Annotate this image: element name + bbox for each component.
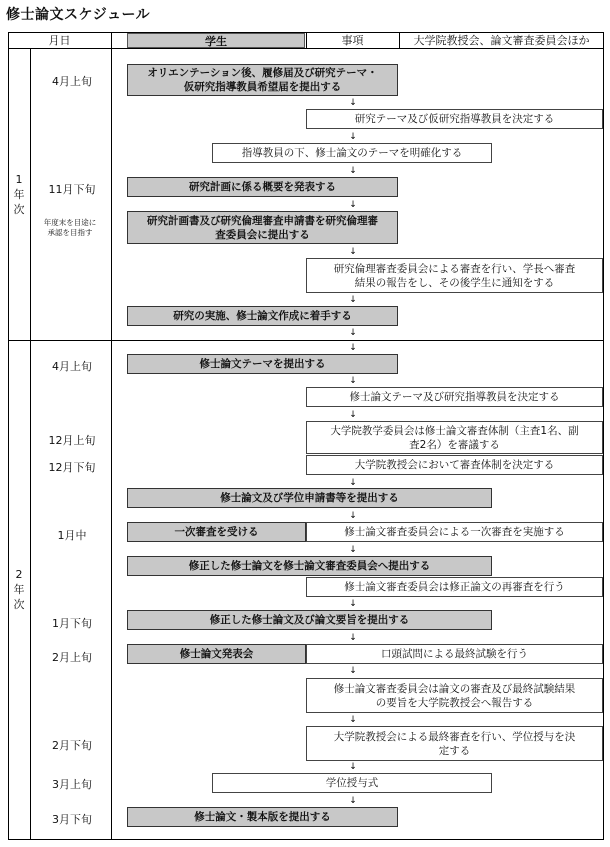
flow-arrow: ↓ bbox=[349, 511, 357, 521]
flow-arrow: ↓ bbox=[349, 410, 357, 420]
date-label: 2月下旬 bbox=[52, 739, 92, 752]
step-conduct-first-review: 修士論文審査委員会による一次審査を実施する bbox=[306, 522, 603, 542]
flow-arrow: ↓ bbox=[349, 715, 357, 725]
step-submit-theme: 修士論文テーマを提出する bbox=[127, 354, 398, 374]
date-label: 2月上旬 bbox=[52, 651, 92, 664]
page-title: 修士論文スケジュール bbox=[6, 7, 151, 23]
date-label: 12月上旬 bbox=[48, 434, 96, 447]
flow-arrow: ↓ bbox=[349, 762, 357, 772]
date-label: 1月中 bbox=[57, 529, 87, 542]
flow-arrow: ↓ bbox=[349, 343, 357, 353]
flow-arrow: ↓ bbox=[349, 478, 357, 488]
step-thesis-presentation: 修士論文発表会 bbox=[127, 644, 306, 664]
header-student: 学生 bbox=[127, 33, 305, 48]
date-note: 年度末を目途に 承認を目指す bbox=[43, 218, 97, 237]
header-committee: 大学院教授会、論文審査委員会ほか bbox=[413, 34, 590, 47]
flow-arrow: ↓ bbox=[349, 247, 357, 257]
step-decide-advisor: 研究テーマ及び仮研究指導教員を決定する bbox=[306, 109, 603, 129]
date-label: 4月上旬 bbox=[52, 75, 92, 88]
step-first-review: 一次審査を受ける bbox=[127, 522, 306, 542]
flow-arrow: ↓ bbox=[349, 295, 357, 305]
date-label: 3月上旬 bbox=[52, 778, 92, 791]
step-submit-revised: 修正した修士論文を修士論文審査委員会へ提出する bbox=[127, 556, 492, 576]
flow-arrow: ↓ bbox=[349, 166, 357, 176]
step-oral-exam: 口頭試問による最終試験を行う bbox=[306, 644, 603, 664]
date-label: 4月上旬 bbox=[52, 360, 92, 373]
date-label: 3月下旬 bbox=[52, 813, 92, 826]
flow-arrow: ↓ bbox=[349, 328, 357, 338]
year-1-label: 1 年 次 bbox=[13, 173, 25, 216]
header-date: 月日 bbox=[48, 34, 71, 47]
year-divider bbox=[8, 340, 604, 341]
step-ethics-review: 研究倫理審査委員会による審査を行い、学長へ審査 結果の報告をし、その後学生に通知をする bbox=[306, 258, 603, 293]
step-submit-registration: オリエンテーション後、履修届及び研究テーマ・ 仮研究指導教員希望届を提出する bbox=[127, 64, 398, 96]
step-re-review: 修士論文審査委員会は修正論文の再審査を行う bbox=[306, 577, 603, 597]
step-start-research: 研究の実施、修士論文作成に着手する bbox=[127, 306, 398, 326]
flow-arrow: ↓ bbox=[349, 796, 357, 806]
flow-arrow: ↓ bbox=[349, 376, 357, 386]
header-divider bbox=[8, 48, 604, 49]
flow-arrow: ↓ bbox=[349, 98, 357, 108]
step-submit-thesis: 修士論文及び学位申請書等を提出する bbox=[127, 488, 492, 508]
flow-arrow: ↓ bbox=[349, 633, 357, 643]
step-submit-revised-summary: 修正した修士論文及び論文要旨を提出する bbox=[127, 610, 492, 630]
step-degree-ceremony: 学位授与式 bbox=[212, 773, 492, 793]
flow-arrow: ↓ bbox=[349, 545, 357, 555]
date-label: 11月下旬 bbox=[48, 183, 96, 196]
step-present-plan: 研究計画に係る概要を発表する bbox=[127, 177, 398, 197]
step-submit-bound-thesis: 修士論文・製本版を提出する bbox=[127, 807, 398, 827]
step-decide-committee: 大学院教授会において審査体制を決定する bbox=[306, 455, 603, 475]
header-item: 事項 bbox=[341, 34, 364, 47]
step-decide-theme-advisor: 修士論文テーマ及び研究指導教員を決定する bbox=[306, 387, 603, 407]
flow-arrow: ↓ bbox=[349, 132, 357, 142]
date-label: 12月下旬 bbox=[48, 461, 96, 474]
flow-arrow: ↓ bbox=[349, 200, 357, 210]
step-report-to-faculty: 修士論文審査委員会は論文の審査及び最終試験結果 の要旨を大学院教授会へ報告する bbox=[306, 678, 603, 713]
flow-arrow: ↓ bbox=[349, 599, 357, 609]
year-2-label: 2 年 次 bbox=[13, 568, 25, 611]
step-submit-ethics: 研究計画書及び研究倫理審査申請書を研究倫理審 査委員会に提出する bbox=[127, 211, 398, 244]
date-label: 1月下旬 bbox=[52, 617, 92, 630]
step-clarify-theme: 指導教員の下、修士論文のテーマを明確化する bbox=[212, 143, 492, 163]
step-final-review: 大学院教授会による最終審査を行い、学位授与を決 定する bbox=[306, 726, 603, 761]
flow-arrow: ↓ bbox=[349, 666, 357, 676]
step-deliberate-committee: 大学院教学委員会は修士論文審査体制（主査1名、副 査2名）を審議する bbox=[306, 421, 603, 454]
